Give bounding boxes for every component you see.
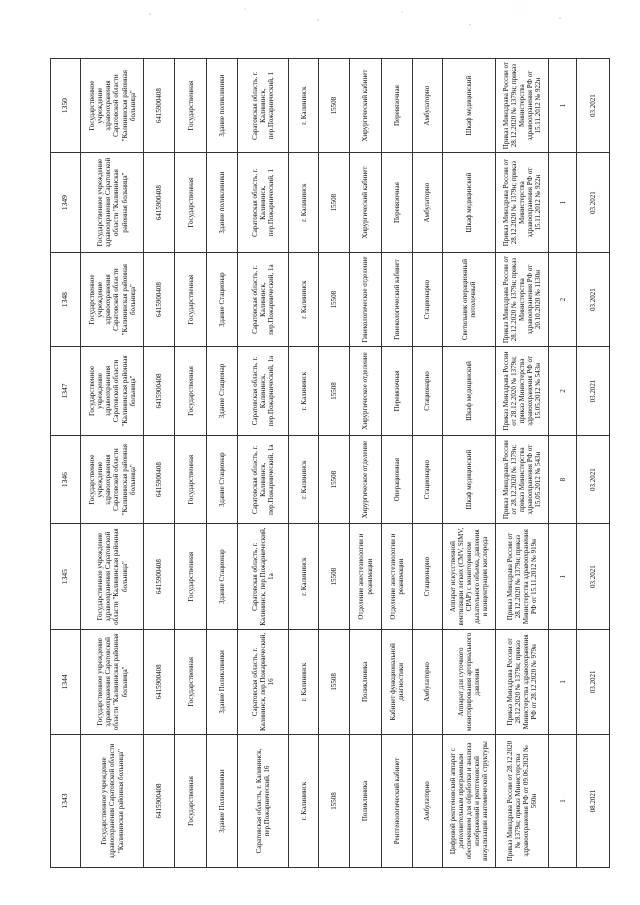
table-row-department bbox=[349, 59, 382, 868]
table-row-city bbox=[288, 59, 318, 868]
table-cell-city: г. Калининск bbox=[288, 735, 318, 868]
table-cell-mode: Амбулаторно bbox=[412, 153, 442, 253]
table-cell-department: Хирургическое отделение bbox=[349, 435, 382, 524]
table-cell-org: Государственное учреждение здравоохранения Саратовской области "Калининская районная больница" bbox=[81, 252, 144, 346]
table-body bbox=[51, 59, 610, 868]
table-cell-address: Саратовская область, г. Калининск, пер.Пожарнический, 16 bbox=[237, 735, 288, 868]
table-cell-city: г. Калининск bbox=[288, 153, 318, 253]
table-row-order bbox=[496, 59, 549, 868]
table-cell-id: 1344 bbox=[51, 629, 81, 734]
table-cell-qty: 1 bbox=[548, 524, 576, 629]
table-cell-city: г. Калининск bbox=[288, 347, 318, 436]
table-cell-department: Хирургический кабинет bbox=[349, 153, 382, 253]
table-cell-id: 1343 bbox=[51, 735, 81, 868]
table-cell-postcode: 15508 bbox=[319, 524, 349, 629]
table-cell-inn: 6415900408 bbox=[144, 629, 174, 734]
table-cell-postcode: 15508 bbox=[319, 735, 349, 868]
table-cell-postcode: 15508 bbox=[319, 347, 349, 436]
table-cell-postcode: 15508 bbox=[319, 435, 349, 524]
table-cell-building: Здание Стационар bbox=[207, 435, 237, 524]
table-cell-city: г. Калининск bbox=[288, 524, 318, 629]
table-cell-device: Светильник операционный потолочный bbox=[443, 252, 496, 346]
table-cell-order: Приказ Минздрава России от 28.12.2020 № 1379н; приказ Министерства здравоохранения РФ от 09.06.2020 № 560н bbox=[496, 735, 549, 868]
table-cell-mode: Стационарно bbox=[412, 347, 442, 436]
table-cell-id: 1350 bbox=[51, 59, 81, 153]
table-cell-inn: 6415900408 bbox=[144, 59, 174, 153]
table-cell-room: Перевязочная bbox=[382, 347, 412, 436]
table-cell-room: Кабинет функциональной диагностики bbox=[382, 629, 412, 734]
table-cell-inn: 6415900408 bbox=[144, 524, 174, 629]
table-cell-order: Приказ Минздрава России от 28.12.2020 № 1379н; приказ Министерства здравоохранения РФ от 15.11.2012 № 919н bbox=[496, 524, 549, 629]
table-cell-department: Отделение анестезиологии и реанимации bbox=[349, 524, 382, 629]
table-cell-ownership: Государственная bbox=[174, 153, 207, 253]
table-cell-postcode: 15508 bbox=[319, 629, 349, 734]
table-cell-department: Поликлиника bbox=[349, 629, 382, 734]
table-cell-device: Шкаф медицинский bbox=[443, 153, 496, 253]
table-cell-qty: 8 bbox=[548, 435, 576, 524]
table-cell-city: г. Калининск bbox=[288, 252, 318, 346]
table-row-device bbox=[443, 59, 496, 868]
table-row-qty bbox=[548, 59, 576, 868]
table-row-address bbox=[237, 59, 288, 868]
equipment-table bbox=[50, 58, 610, 868]
table-cell-id: 1347 bbox=[51, 347, 81, 436]
table-cell-device: Цифровой рентгеновский аппарат с дополнительным программным обеспечением для обработки и анализа изображений и рентгеновской визуализации анатомической структуры bbox=[443, 735, 496, 868]
table-cell-qty: 2 bbox=[548, 252, 576, 346]
table-cell-order: Приказ Минздрава России от 28.12.2020 № 1379н; приказ Министерства здравоохранения РФ от 20.10.2020 № 1130н bbox=[496, 252, 549, 346]
table-cell-inn: 6415900408 bbox=[144, 735, 174, 868]
table-cell-building: Здание Стационар bbox=[207, 252, 237, 346]
table-cell-room: Операционная bbox=[382, 435, 412, 524]
table-cell-qty: 1 bbox=[548, 59, 576, 153]
rotated-table-container bbox=[50, 58, 610, 868]
table-cell-order: Приказ Минздрава России от 28.12.2020 № 1379н; приказ Министерства здравоохранения РФ от 15.05.2012 № 543н bbox=[496, 435, 549, 524]
table-cell-date: 03.2021 bbox=[577, 347, 610, 436]
table-cell-room: Отделение анестезиологии и реанимации bbox=[382, 524, 412, 629]
table-cell-department: Хирургический кабинет bbox=[349, 59, 382, 153]
table-cell-org: Государственное учреждение здравоохранения Саратовской области "Калининская районная больница" bbox=[81, 735, 144, 868]
table-cell-org: Государственное учреждение здравоохранения Саратовской области "Калининская районная больница" bbox=[81, 153, 144, 253]
table-cell-mode: Амбулаторно bbox=[412, 629, 442, 734]
table-cell-city: г. Калининск bbox=[288, 59, 318, 153]
table-cell-address: Саратовская область, г. Калининск, пер.Пожарнический, 1 bbox=[237, 59, 288, 153]
table-cell-device: Шкаф медицинский bbox=[443, 347, 496, 436]
table-cell-room: Гинекологический кабинет bbox=[382, 252, 412, 346]
table-cell-department: Поликлиника bbox=[349, 735, 382, 868]
table-cell-device: Шкаф медицинский bbox=[443, 59, 496, 153]
table-cell-address: Саратовская область, г. Калининск, пер.Пожарнический, 1а bbox=[237, 252, 288, 346]
table-cell-device: Шкаф медицинский bbox=[443, 435, 496, 524]
table-cell-address: Саратовская область, г. Калининск, пер.Пожарнический, 16 bbox=[237, 629, 288, 734]
table-cell-department: Хирургическое отделение bbox=[349, 347, 382, 436]
table-cell-order: Приказ Минздрава России от 28.12.2020 № 1379н; приказ Министерства здравоохранения РФ от 28.12.2020 № 979н bbox=[496, 629, 549, 734]
table-cell-ownership: Государственная bbox=[174, 735, 207, 868]
table-row-postcode bbox=[319, 59, 349, 868]
table-cell-mode: Амбулаторно bbox=[412, 735, 442, 868]
table-row-date bbox=[577, 59, 610, 868]
table-cell-qty: 1 bbox=[548, 629, 576, 734]
table-cell-city: г. Калининск bbox=[288, 435, 318, 524]
table-cell-address: Саратовская область, г. Калининск, пер.Пожарнический, 1а bbox=[237, 524, 288, 629]
table-cell-ownership: Государственная bbox=[174, 435, 207, 524]
table-cell-device: Аппарат искусственной вентиляции легких (CMV, SIMV, CPAP) с мониторингом дыхательного объема, давления и концентрации кислорода bbox=[443, 524, 496, 629]
table-cell-date: 03.2021 bbox=[577, 629, 610, 734]
table-cell-department: Гинекологическое отделение bbox=[349, 252, 382, 346]
table-cell-building: Здание Стационар bbox=[207, 524, 237, 629]
table-cell-address: Саратовская область, г. Калининск, пер.Пожарнический, 1 bbox=[237, 153, 288, 253]
table-cell-building: Здание поликлиники bbox=[207, 153, 237, 253]
table-cell-org: Государственное учреждение здравоохранения Саратовской области "Калининская районная больница" bbox=[81, 629, 144, 734]
table-cell-order: Приказ Минздрава России от 28.12.2020 № 1379н; приказ Министерства здравоохранения РФ от 15.05.2012 № 543н bbox=[496, 347, 549, 436]
table-row-mode bbox=[412, 59, 442, 868]
table-row-building bbox=[207, 59, 237, 868]
table-cell-device: Аппарат для суточного мониторирования артериального давления bbox=[443, 629, 496, 734]
table-cell-ownership: Государственная bbox=[174, 252, 207, 346]
table-cell-ownership: Государственная bbox=[174, 629, 207, 734]
table-row-room bbox=[382, 59, 412, 868]
table-cell-postcode: 15508 bbox=[319, 153, 349, 253]
table-cell-date: 03.2021 bbox=[577, 252, 610, 346]
table-cell-org: Государственное учреждение здравоохранения Саратовской области "Калининская районная больница" bbox=[81, 347, 144, 436]
table-cell-order: Приказ Минздрава России от 28.12.2020 № 1379н; приказ Министерства здравоохранения РФ от 15.11.2012 № 922н bbox=[496, 153, 549, 253]
table-row-id bbox=[51, 59, 81, 868]
table-cell-room: Перевязочная bbox=[382, 153, 412, 253]
table-cell-ownership: Государственная bbox=[174, 524, 207, 629]
table-cell-date: 03.2021 bbox=[577, 153, 610, 253]
table-cell-address: Саратовская область, г. Калининск, пер.Пожарнический, 1а bbox=[237, 347, 288, 436]
table-cell-id: 1348 bbox=[51, 252, 81, 346]
table-cell-building: Здание поликлиники bbox=[207, 59, 237, 153]
table-cell-inn: 6415900408 bbox=[144, 252, 174, 346]
table-cell-org: Государственное учреждение здравоохранения Саратовской области "Калининская районная больница" bbox=[81, 435, 144, 524]
table-cell-inn: 6415900408 bbox=[144, 153, 174, 253]
table-cell-qty: 1 bbox=[548, 735, 576, 868]
table-cell-mode: Стационарно bbox=[412, 524, 442, 629]
table-cell-city: г. Калининск bbox=[288, 629, 318, 734]
table-cell-id: 1345 bbox=[51, 524, 81, 629]
table-cell-order: Приказ Минздрава России от 28.12.2020 № 1379н; приказ Министерства здравоохранения РФ от 15.11.2012 № 922н bbox=[496, 59, 549, 153]
table-cell-postcode: 15508 bbox=[319, 59, 349, 153]
table-cell-date: 03.2021 bbox=[577, 524, 610, 629]
table-cell-id: 1346 bbox=[51, 435, 81, 524]
table-cell-date: 08.2021 bbox=[577, 735, 610, 868]
table-cell-mode: Стационарно bbox=[412, 252, 442, 346]
table-cell-mode: Стационарно bbox=[412, 435, 442, 524]
table-cell-mode: Амбулаторно bbox=[412, 59, 442, 153]
table-cell-qty: 2 bbox=[548, 347, 576, 436]
table-cell-ownership: Государственная bbox=[174, 347, 207, 436]
table-cell-building: Здание Поликлиники bbox=[207, 629, 237, 734]
table-cell-building: Здание Стационар bbox=[207, 347, 237, 436]
table-row-org bbox=[81, 59, 144, 868]
table-cell-inn: 6415900408 bbox=[144, 435, 174, 524]
table-cell-qty: 1 bbox=[548, 153, 576, 253]
table-cell-org: Государственное учреждение здравоохранения Саратовской области "Калининская районная больница" bbox=[81, 59, 144, 153]
table-cell-postcode: 15508 bbox=[319, 252, 349, 346]
table-cell-inn: 6415900408 bbox=[144, 347, 174, 436]
table-cell-room: Рентгенологический кабинет bbox=[382, 735, 412, 868]
table-row-inn bbox=[144, 59, 174, 868]
scan-noise-decoration bbox=[0, 0, 640, 40]
table-cell-date: 03.2021 bbox=[577, 59, 610, 153]
table-cell-ownership: Государственная bbox=[174, 59, 207, 153]
table-cell-date: 03.2021 bbox=[577, 435, 610, 524]
table-cell-org: Государственное учреждение здравоохранения Саратовской области "Калининская районная больница" bbox=[81, 524, 144, 629]
table-cell-address: Саратовская область, г. Калининск, пер.Пожарнический, 1а bbox=[237, 435, 288, 524]
table-row-ownership bbox=[174, 59, 207, 868]
table-cell-room: Перевязочная bbox=[382, 59, 412, 153]
table-cell-building: Здание Поликлиники bbox=[207, 735, 237, 868]
table-cell-id: 1349 bbox=[51, 153, 81, 253]
